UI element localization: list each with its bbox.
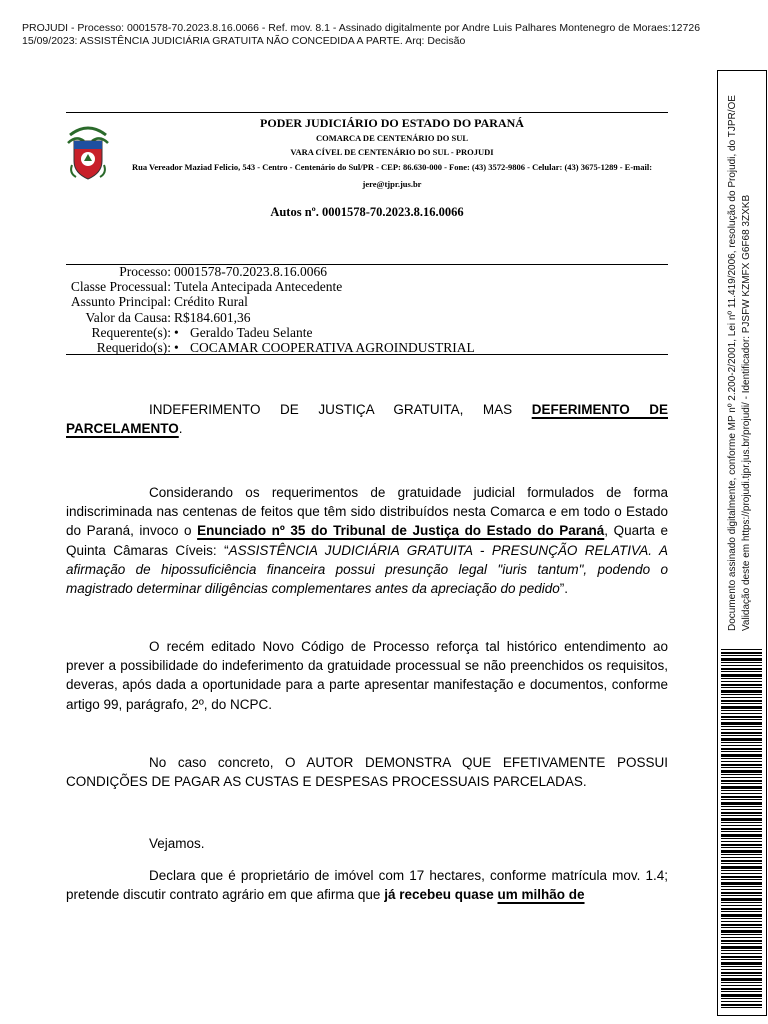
highlighted-text: já recebeu quase [384,887,498,903]
party-label: Requerido(s): [96,340,171,356]
case-info-label: Assunto Principal: [70,294,171,310]
vara-name: VARA CÍVEL DE CENTENÁRIO DO SUL - PROJUDI [290,147,494,157]
ruling-text: . [178,421,183,437]
bullet-icon: • [174,340,179,356]
case-info-table [66,264,668,355]
case-info-row [66,279,668,294]
case-info-value: Tutela Antecipada Antecedente [174,279,343,295]
highlighted-text: um milhão de [497,887,585,903]
court-name: PODER JUDICIÁRIO DO ESTADO DO PARANÁ [260,116,524,130]
paragraph-ncpc: O recém editado Novo Código de Processo reforça tal histórico entendimento ao prever a possibilidade do indeferimento da gratuidade processual se não preenchidos os requisitos, deveras, após dada a oportunidade para a parte apresentar manifestação e documentos, conforme artigo 99, parágrafo, 2º, do NCPC. [66,639,668,712]
comarca-name: COMARCA DE CENTENÁRIO DO SUL [315,133,469,143]
signature-validation-line-2: Validação deste em https://projudi.tjpr.jus.br/projudi/ - Identificador: PJSFW KZMFX G6F68 3ZXKB [741,194,752,631]
case-info-value: 0001578-70.2023.8.16.0066 [174,264,327,279]
digital-signature-stamp [717,70,767,1016]
case-info-row [66,310,668,325]
paragraph-vejamos: Vejamos. [149,836,205,851]
signature-header [22,22,722,48]
paragraph-text: Declara que é proprietário de imóvel com 17 hectares, conforme matrícula mov. 1.4; pretende discutir contrato agrário em que afirma que [66,868,668,903]
party-row [66,340,668,355]
case-info-label: Valor da Causa: [85,309,171,325]
party-label: Requerente(s): [91,324,171,340]
paragraph-concrete-case: No caso concreto, O AUTOR DEMONSTRA QUE EFETIVAMENTE POSSUI CONDIÇÕES DE PAGAR AS CUSTAS E DESPESAS PROCESSUAIS PARCELADAS. [66,755,668,790]
letterhead [66,112,668,193]
party-name: Geraldo Tadeu Selante [190,324,313,340]
case-info-label: Classe Processual: [70,279,171,295]
court-address: Rua Vereador Maziad Felicio, 543 - Centro - Centenário do Sul/PR - CEP: 86.630-000 - Fone: (43) 3572-9806 - Celular: (43) 3675-1289 - E-mail: jere@tjpr.jus.br [131,162,653,189]
signature-header-line-1: PROJUDI - Processo: 0001578-70.2023.8.16.0066 - Ref. mov. 8.1 - Assinado digitalmente por Andre Luis Palhares Montenegro de Moraes:12726 [22,22,701,34]
case-info-value: Crédito Rural [174,294,248,310]
enunciado-quote: ASSISTÊNCIA JUDICIÁRIA GRATUITA - PRESUNÇÃO RELATIVA. A afirmação de hipossuficiência financeira possui presunção legal "iuris tantum", podendo o magistrado determinar diligências complementares antes da apreciação do pedido [66,542,668,597]
party-value [174,340,668,355]
paragraph-declara [66,866,668,904]
paragraph-text: ”. [559,581,569,597]
paragraph-text: , Quarta e Quinta Câmaras Cíveis: “ [66,523,668,558]
case-info-value: R$184.601,36 [174,309,251,325]
case-info-label: Processo: [119,264,171,279]
paragraph-text: Considerando os requerimentos de gratuidade judicial formulados de forma indiscriminada nas centenas de feitos que têm sido distribuídos nesta Comarca e em todo o Estado do Paraná, invoco o [66,485,668,539]
paragraph-ruling [66,400,668,438]
ruling-text: INDEFERIMENTO DE JUSTIÇA GRATUITA, MAS [149,402,532,417]
signature-validation-text [718,71,768,631]
case-info-row [66,264,668,279]
ruling-highlight: PARCELAMENTO [66,421,179,437]
party-value [174,325,668,340]
paragraph-considering [66,483,668,598]
signature-validation-line-1: Documento assinado digitalmente, conforme MP nº 2.200-2/2001, Lei nº 11.419/2006, resolução do Projudi, do TJPR/OE [727,95,738,631]
bullet-icon: • [174,324,179,340]
enunciado-reference: Enunciado nº 35 do Tribunal de Justiça do Estado do Paraná [197,523,605,539]
ruling-highlight: DEFERIMENTO DE [531,402,668,417]
party-row [66,325,668,340]
barcode-icon [721,649,762,1009]
party-name: COCAMAR COOPERATIVA AGROINDUSTRIAL [190,340,475,356]
case-info-row [66,294,668,309]
case-number-title: Autos nº. 0001578-70.2023.8.16.0066 [270,205,464,219]
parana-coat-of-arms-icon [66,121,110,181]
signature-header-line-2: 15/09/2023: ASSISTÊNCIA JUDICIÁRIA GRATUITA NÃO CONCEDIDA A PARTE. Arq: Decisão [22,35,466,47]
divider [66,354,668,355]
